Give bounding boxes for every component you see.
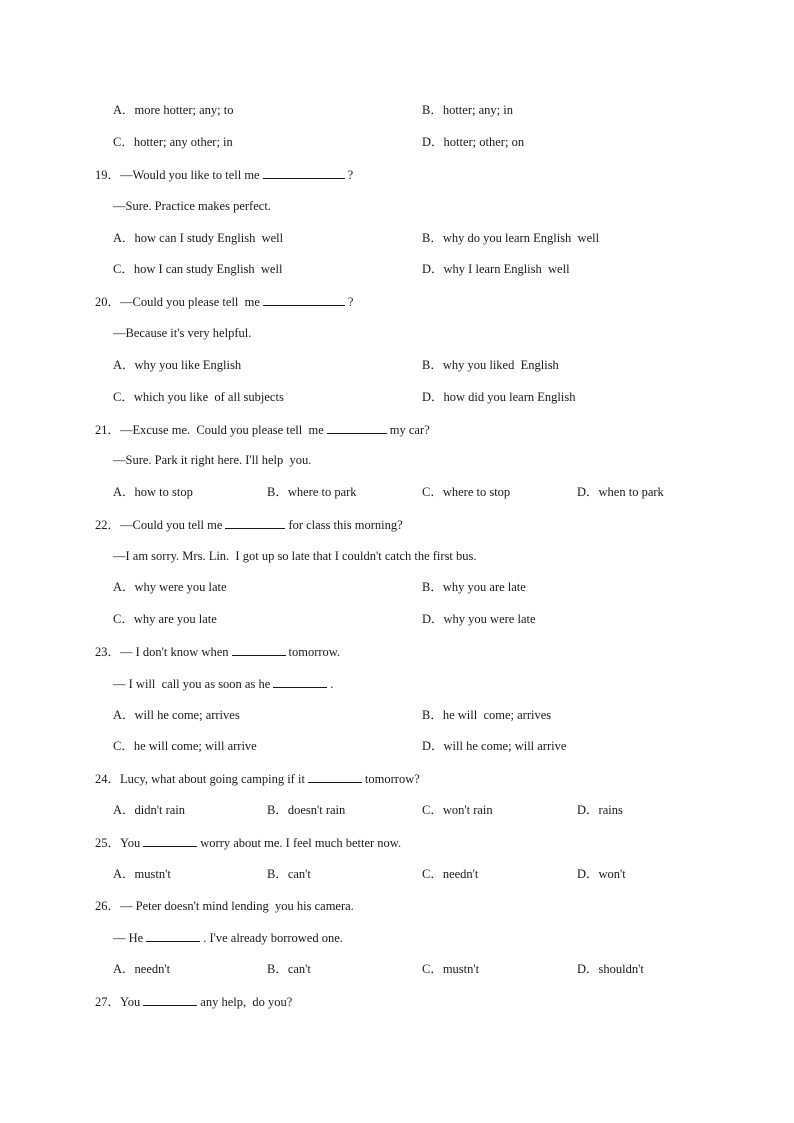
q22-option-a: A．why were you late <box>113 580 227 594</box>
q19-option-d: D．why I learn English well <box>422 262 570 276</box>
q19-option-a: A．how can I study English well <box>113 231 284 245</box>
q18-option-c: C．hotter; any other; in <box>113 135 233 149</box>
q23-option-d: D．will he come; will arrive <box>422 739 567 753</box>
q25-option-d: D．won't <box>577 867 626 881</box>
q25-option-b: B．can't <box>267 867 311 881</box>
q21-option-c: C．where to stop <box>422 485 511 499</box>
q22-option-b: B．why you are late <box>422 580 526 594</box>
q21-stem: 21．—Excuse me. Could you please tell me my car? <box>95 423 430 437</box>
q25-option-a: A．mustn't <box>113 867 171 881</box>
q19-reply: —Sure. Practice makes perfect. <box>113 199 271 213</box>
answer-blank <box>273 675 327 688</box>
q27-stem: 27．You any help, do you? <box>95 995 293 1009</box>
q21-reply: —Sure. Park it right here. I'll help you. <box>113 453 312 467</box>
answer-blank <box>143 993 197 1006</box>
answer-blank <box>327 421 387 434</box>
q21-option-b: B．where to park <box>267 485 357 499</box>
q24-option-b: B．doesn't rain <box>267 803 346 817</box>
q20-option-c: C．which you like of all subjects <box>113 390 284 404</box>
q22-reply: —I am sorry. Mrs. Lin. I got up so late that I couldn't catch the first bus. <box>113 549 477 563</box>
q25-option-c: C．needn't <box>422 867 479 881</box>
q26-option-d: D．shouldn't <box>577 962 644 976</box>
answer-blank <box>143 834 197 847</box>
q18-option-a: A．more hotter; any; to <box>113 103 234 117</box>
q23-reply: — I will call you as soon as he . <box>113 677 334 691</box>
q24-option-c: C．won't rain <box>422 803 493 817</box>
q22-option-d: D．why you were late <box>422 612 536 626</box>
q24-option-d: D．rains <box>577 803 623 817</box>
q20-option-a: A．why you like English <box>113 358 242 372</box>
q23-stem: 23．— I don't know when tomorrow. <box>95 645 341 659</box>
q22-option-c: C．why are you late <box>113 612 217 626</box>
q26-stem: 26．— Peter doesn't mind lending you his camera. <box>95 899 354 913</box>
q26-option-c: C．mustn't <box>422 962 480 976</box>
q21-option-d: D．when to park <box>577 485 664 499</box>
q19-stem: 19．—Would you like to tell me ? <box>95 168 354 182</box>
q21-option-a: A．how to stop <box>113 485 193 499</box>
q26-option-b: B．can't <box>267 962 311 976</box>
answer-blank <box>232 643 286 656</box>
answer-blank <box>146 929 200 942</box>
q26-reply: — He . I've already borrowed one. <box>113 931 343 945</box>
q20-option-d: D．how did you learn English <box>422 390 576 404</box>
q23-option-c: C．he will come; will arrive <box>113 739 257 753</box>
q24-option-a: A．didn't rain <box>113 803 186 817</box>
q22-stem: 22．—Could you tell me for class this morning? <box>95 518 403 532</box>
answer-blank <box>263 166 345 179</box>
q24-stem: 24．Lucy, what about going camping if it tomorrow? <box>95 772 420 786</box>
answer-blank <box>225 516 285 529</box>
q20-stem: 20．—Could you please tell me ? <box>95 295 354 309</box>
q25-stem: 25．You worry about me. I feel much better now. <box>95 836 402 850</box>
q20-reply: —Because it's very helpful. <box>113 326 252 340</box>
q23-option-b: B．he will come; arrives <box>422 708 552 722</box>
q19-option-b: B．why do you learn English well <box>422 231 600 245</box>
q19-option-c: C．how I can study English well <box>113 262 283 276</box>
answer-blank <box>263 293 345 306</box>
answer-blank <box>308 770 362 783</box>
q26-option-a: A．needn't <box>113 962 171 976</box>
q18-option-b: B．hotter; any; in <box>422 103 513 117</box>
q18-option-d: D．hotter; other; on <box>422 135 525 149</box>
q20-option-b: B．why you liked English <box>422 358 559 372</box>
q23-option-a: A．will he come; arrives <box>113 708 240 722</box>
